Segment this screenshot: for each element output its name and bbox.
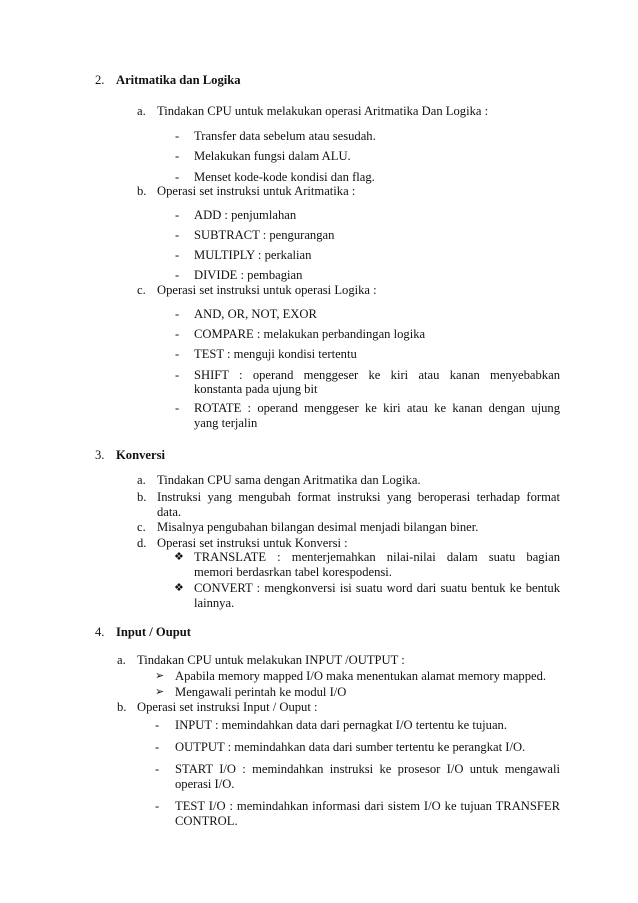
dash-bullet: - (175, 129, 180, 143)
list-item: DIVIDE : pembagian (194, 268, 303, 282)
subsection-text-continuation: data. (157, 505, 182, 519)
subsection-text: Instruksi yang mengubah format instruksi yang beroperasi terhadap format (157, 490, 560, 504)
list-item: SUBTRACT : pengurangan (194, 228, 335, 242)
section-number: 4. (95, 625, 105, 639)
list-item-continuation: yang terjalin (194, 416, 258, 430)
subsection-text: Tindakan CPU sama dengan Aritmatika dan Logika. (157, 473, 421, 487)
list-item: Apabila memory mapped I/O maka menentukan alamat memory mapped. (175, 669, 547, 683)
subsection-text: Operasi set instruksi untuk operasi Logika : (157, 283, 377, 297)
subsection-marker: c. (137, 520, 146, 534)
subsection-marker: d. (137, 536, 147, 550)
subsection-text: Operasi set instruksi untuk Aritmatika : (157, 184, 356, 198)
subsection-marker: b. (137, 490, 147, 504)
list-item: Menset kode-kode kondisi dan flag. (194, 170, 375, 184)
subsection-text: Operasi set instruksi untuk Konversi : (157, 536, 348, 550)
list-item: START I/O : memindahkan instruksi ke prosesor I/O untuk mengawali (175, 762, 560, 776)
list-item-continuation: memori berdasrkan tabel korespodensi. (194, 565, 392, 579)
dash-bullet: - (175, 268, 180, 282)
list-item: COMPARE : melakukan perbandingan logika (194, 327, 426, 341)
dash-bullet: - (175, 149, 180, 163)
list-item: OUTPUT : memindahkan data dari sumber tertentu ke perangkat I/O. (175, 740, 526, 754)
list-item: ROTATE : operand menggeser ke kiri atau ke kanan dengan ujung (194, 401, 560, 415)
dash-bullet: - (175, 327, 180, 341)
list-item-continuation: konstanta pada ujung bit (194, 382, 318, 396)
dash-bullet: - (155, 740, 160, 754)
list-item-continuation: operasi I/O. (175, 777, 235, 791)
dash-bullet: - (175, 170, 180, 184)
subsection-text: Misalnya pengubahan bilangan desimal menjadi bilangan biner. (157, 520, 479, 534)
dash-bullet: - (155, 762, 160, 776)
dash-bullet: - (155, 799, 160, 813)
dash-bullet: - (175, 228, 180, 242)
list-item: TEST : menguji kondisi tertentu (194, 347, 357, 361)
subsection-marker: b. (137, 184, 147, 198)
diamond-bullet-icon: ❖ (174, 550, 184, 563)
list-item-continuation: CONTROL. (175, 814, 238, 828)
arrow-bullet-icon: ➢ (155, 669, 165, 682)
subsection-marker: c. (137, 283, 146, 297)
dash-bullet: - (155, 718, 160, 732)
list-item: SHIFT : operand menggeser ke kiri atau kanan menyebabkan (194, 368, 560, 382)
subsection-marker: b. (117, 700, 127, 714)
subsection-text: Tindakan CPU untuk melakukan operasi Aritmatika Dan Logika : (157, 104, 489, 118)
dash-bullet: - (175, 401, 180, 415)
arrow-bullet-icon: ➢ (155, 685, 165, 698)
list-item: CONVERT : mengkonversi isi suatu word dari suatu bentuk ke bentuk (194, 581, 560, 595)
dash-bullet: - (175, 307, 180, 321)
dash-bullet: - (175, 347, 180, 361)
dash-bullet: - (175, 248, 180, 262)
list-item: AND, OR, NOT, EXOR (194, 307, 317, 321)
section-title: Konversi (116, 448, 165, 462)
subsection-text: Tindakan CPU untuk melakukan INPUT /OUTPUT : (137, 653, 405, 667)
list-item: TEST I/O : memindahkan informasi dari sistem I/O ke tujuan TRANSFER (175, 799, 560, 813)
section-number: 3. (95, 448, 105, 462)
list-item-continuation: lainnya. (194, 596, 235, 610)
subsection-marker: a. (117, 653, 126, 667)
list-item: Melakukan fungsi dalam ALU. (194, 149, 351, 163)
list-item: ADD : penjumlahan (194, 208, 297, 222)
dash-bullet: - (175, 368, 180, 382)
section-title: Aritmatika dan Logika (116, 73, 241, 87)
diamond-bullet-icon: ❖ (174, 581, 184, 594)
list-item: TRANSLATE : menterjemahkan nilai-nilai dalam suatu bagian (194, 550, 560, 564)
list-item: MULTIPLY : perkalian (194, 248, 312, 262)
subsection-marker: a. (137, 104, 146, 118)
subsection-text: Operasi set instruksi Input / Ouput : (137, 700, 318, 714)
section-number: 2. (95, 73, 105, 87)
section-title: Input / Ouput (116, 625, 191, 639)
list-item: INPUT : memindahkan data dari pernagkat I/O tertentu ke tujuan. (175, 718, 508, 732)
subsection-marker: a. (137, 473, 146, 487)
dash-bullet: - (175, 208, 180, 222)
list-item: Mengawali perintah ke modul I/O (175, 685, 347, 699)
list-item: Transfer data sebelum atau sesudah. (194, 129, 376, 143)
